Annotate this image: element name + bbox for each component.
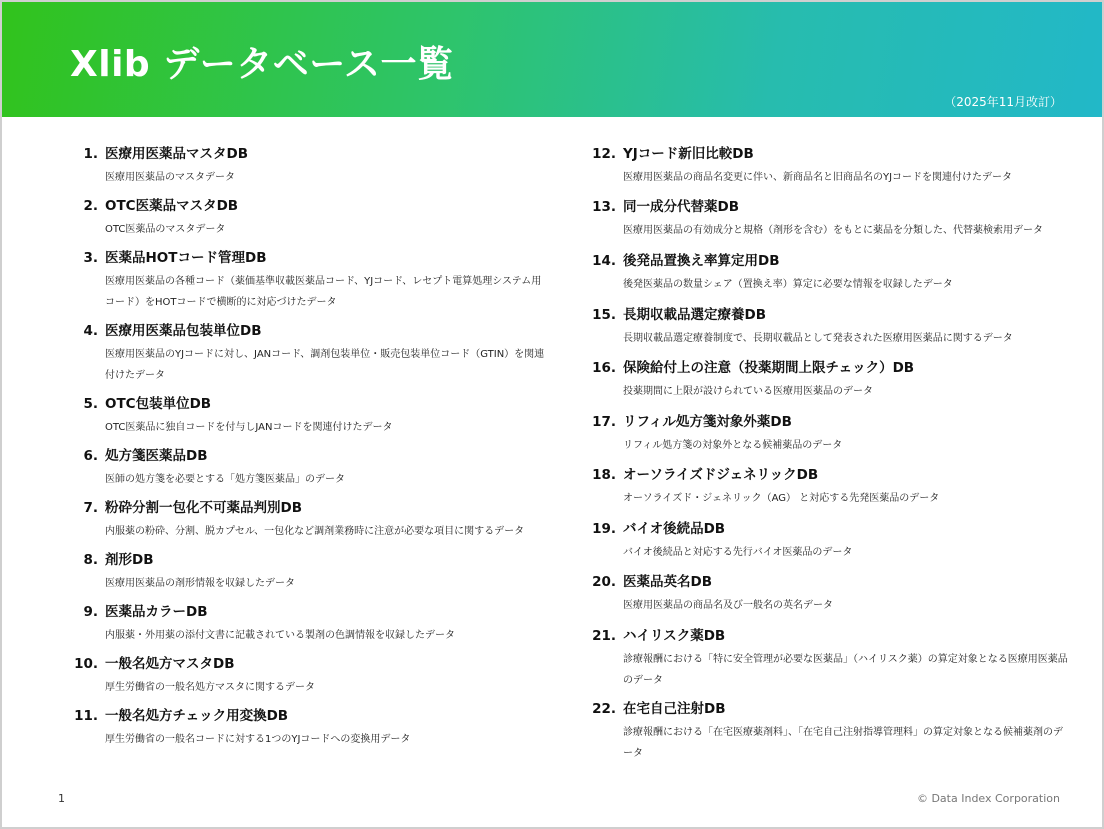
- page-number: 1: [58, 792, 65, 805]
- item-number: 5.: [83, 396, 98, 412]
- list-item: [74, 496, 554, 542]
- item-number: 4.: [83, 323, 98, 339]
- item-title: 剤形DB: [105, 552, 154, 568]
- item-description: バイオ後続品と対応する先行バイオ医薬品のデータ: [623, 547, 853, 558]
- list-item: [592, 356, 1082, 402]
- item-description: 診療報酬における「在宅医療薬剤料」、「在宅自己注射指導管理料」の算定対象となる候補薬剤のデータ: [623, 727, 1063, 759]
- item-description: 医療用医薬品の有効成分と規格（剤形を含む）をもとに薬品を分類した、代替薬検索用データ: [623, 225, 1043, 236]
- item-title: OTC医薬品マスタDB: [105, 198, 239, 214]
- item-title: 同一成分代替薬DB: [623, 199, 739, 215]
- item-title: 医療用医薬品包装単位DB: [105, 323, 262, 339]
- item-number: 2.: [83, 198, 98, 214]
- item-title: 長期収載品選定療養DB: [623, 307, 766, 323]
- item-title: YJコード新旧比較DB: [623, 146, 754, 162]
- list-item: [74, 142, 554, 188]
- list-item: [74, 194, 554, 240]
- item-title: 在宅自己注射DB: [623, 701, 726, 717]
- list-item: [592, 624, 1082, 691]
- list-item: [592, 142, 1082, 188]
- item-title: 一般名処方チェック用変換DB: [105, 708, 289, 724]
- item-title: 粉砕分割一包化不可薬品判別DB: [105, 500, 302, 516]
- item-title: バイオ後続品DB: [623, 521, 726, 537]
- item-title: 医療用医薬品マスタDB: [105, 146, 248, 162]
- item-title: 後発品置換え率算定用DB: [623, 253, 780, 269]
- list-item: [74, 704, 554, 750]
- list-item: [74, 392, 554, 438]
- item-number: 20.: [592, 574, 616, 590]
- item-description: リフィル処方箋の対象外となる候補薬品のデータ: [623, 440, 843, 451]
- item-number: 7.: [83, 500, 98, 516]
- list-item: [74, 444, 554, 490]
- item-number: 15.: [592, 307, 616, 323]
- item-number: 12.: [592, 146, 616, 162]
- item-description: 投薬期間に上限が設けられている医療用医薬品のデータ: [623, 386, 873, 397]
- list-item: [74, 319, 554, 386]
- list-item: [592, 463, 1082, 509]
- list-item: [74, 652, 554, 698]
- item-description: 医療用医薬品の商品名及び一般名の英名データ: [623, 600, 833, 611]
- item-description: 厚生労働省の一般名コードに対する1つのYJコードへの変換用データ: [105, 734, 411, 745]
- item-number: 9.: [83, 604, 98, 620]
- item-title: OTC包装単位DB: [105, 396, 212, 412]
- item-description: オーソライズド・ジェネリック（AG） と対応する先発医薬品のデータ: [623, 493, 940, 504]
- item-title: ハイリスク薬DB: [623, 628, 726, 644]
- revision-date: （2025年11月改訂）: [944, 95, 1062, 109]
- item-title: 医薬品HOTコード管理DB: [105, 250, 267, 266]
- page-title: Xlib データベース一覧: [70, 44, 454, 85]
- list-item: [592, 517, 1082, 563]
- item-number: 6.: [83, 448, 98, 464]
- item-number: 3.: [83, 250, 98, 266]
- item-number: 19.: [592, 521, 616, 537]
- item-description: OTC医薬品に独自コードを付与しJANコードを関連付けたデータ: [105, 422, 393, 433]
- item-title: 医薬品カラーDB: [105, 604, 208, 620]
- item-description: 後発医薬品の数量シェア（置換え率）算定に必要な情報を収録したデータ: [623, 279, 953, 290]
- item-number: 18.: [592, 467, 616, 483]
- list-item: [592, 195, 1082, 241]
- list-item: [74, 548, 554, 594]
- item-title: 処方箋医薬品DB: [105, 448, 208, 464]
- list-item: [592, 303, 1082, 349]
- item-number: 8.: [83, 552, 98, 568]
- item-title: オーソライズドジェネリックDB: [623, 467, 819, 483]
- item-description: OTC医薬品のマスタデータ: [105, 224, 226, 235]
- copyright-notice: © Data Index Corporation: [916, 792, 1060, 805]
- item-description: 医療用医薬品のマスタデータ: [105, 172, 235, 183]
- header-banner: [2, 2, 1102, 117]
- item-description: 内服薬・外用薬の添付文書に記載されている製剤の色調情報を収録したデータ: [105, 630, 455, 641]
- item-number: 1.: [83, 146, 98, 162]
- item-description: 厚生労働省の一般名処方マスタに関するデータ: [105, 682, 315, 693]
- item-title: 医薬品英名DB: [623, 574, 712, 590]
- item-description: 診療報酬における「特に安全管理が必要な医薬品」（ハイリスク薬）の算定対象となる医療用医薬品のデータ: [623, 654, 1068, 686]
- list-item: [74, 600, 554, 646]
- item-description: 医師の処方箋を必要とする「処方箋医薬品」のデータ: [105, 474, 345, 485]
- item-title: リフィル処方箋対象外薬DB: [623, 414, 792, 430]
- item-number: 14.: [592, 253, 616, 269]
- list-item: [592, 570, 1082, 616]
- list-item: [74, 246, 554, 313]
- list-item: [592, 697, 1082, 764]
- list-item: [592, 249, 1082, 295]
- item-number: 21.: [592, 628, 616, 644]
- item-title: 一般名処方マスタDB: [105, 656, 235, 672]
- item-number: 10.: [74, 656, 98, 672]
- item-number: 11.: [74, 708, 98, 724]
- item-number: 22.: [592, 701, 616, 717]
- item-description: 医療用医薬品の剤形情報を収録したデータ: [105, 578, 295, 589]
- item-description: 医療用医薬品の各種コード（薬価基準収載医薬品コード、YJコード、レセプト電算処理システム用コード）をHOTコードで横断的に対応づけたデータ: [105, 276, 542, 308]
- item-description: 医療用医薬品のYJコードに対し、JANコード、調剤包装単位・販売包装単位コード（GTIN）を関連付けたデータ: [105, 349, 545, 381]
- item-number: 13.: [592, 199, 616, 215]
- item-number: 16.: [592, 360, 616, 376]
- item-title: 保険給付上の注意（投薬期間上限チェック）DB: [623, 360, 915, 376]
- item-description: 内服薬の粉砕、分割、脱カプセル、一包化など調剤業務時に注意が必要な項目に関するデータ: [105, 526, 525, 537]
- list-item: [592, 410, 1082, 456]
- item-number: 17.: [592, 414, 616, 430]
- item-description: 長期収載品選定療養制度で、長期収載品として発表された医療用医薬品に関するデータ: [623, 333, 1013, 344]
- item-description: 医療用医薬品の商品名変更に伴い、新商品名と旧商品名のYJコードを関連付けたデータ: [623, 172, 1013, 183]
